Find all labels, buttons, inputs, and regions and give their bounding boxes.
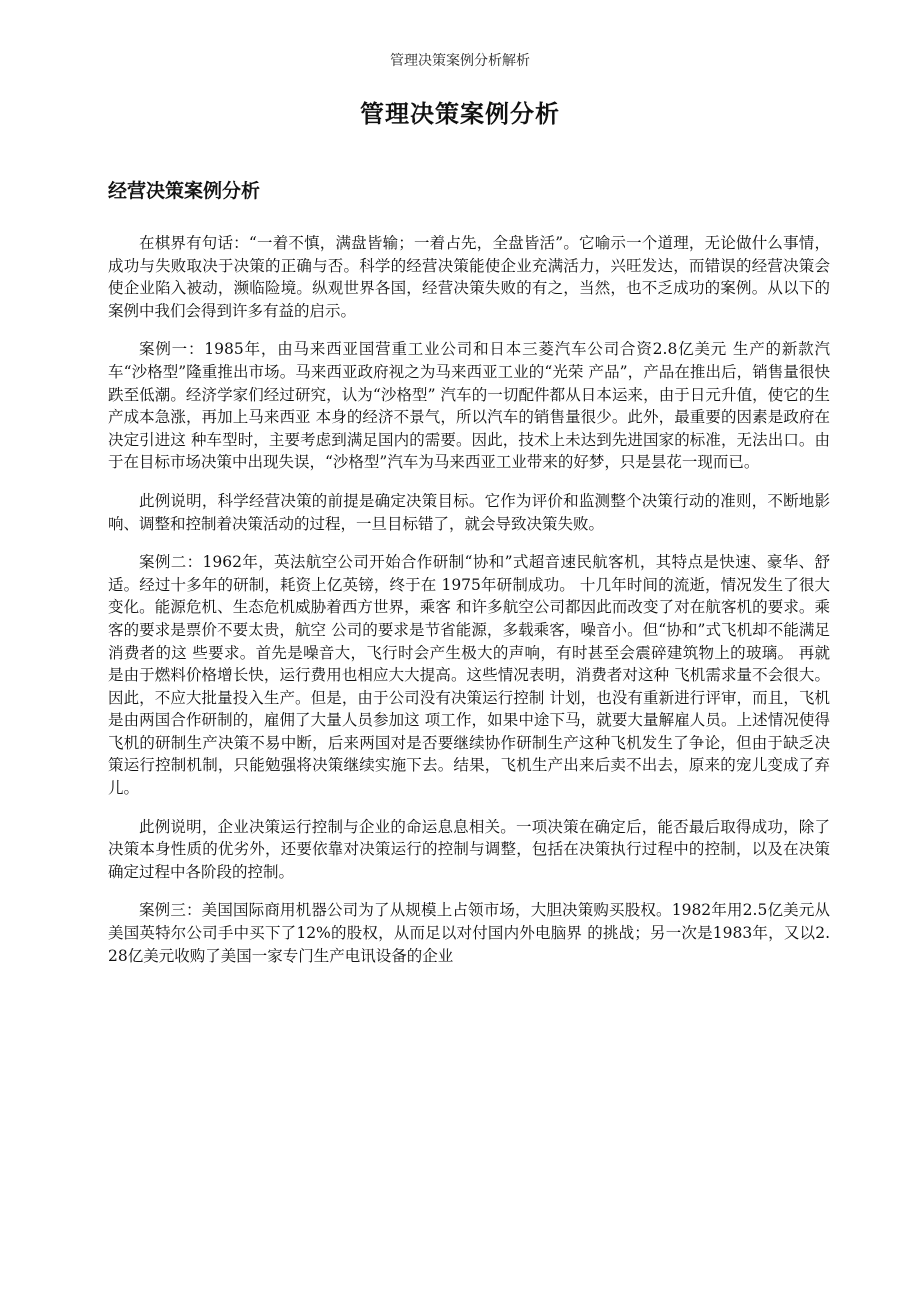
running-header: 管理决策案例分析解析 (390, 53, 530, 69)
case-two-paragraph: 案例二：1962年，英法航空公司开始合作研制“协和”式超音速民航客机，其特点是快速、豪华、舒适。经过十多年的研制，耗资上亿英镑，终于在 1975年研制成功。 十几年时间的流逝，情况发生了很大变化。能源危机、生态危机威胁着西方世界，乘客 和许多航空公司都因此而改变了对在航客机的要求。乘客的要求是票价不要太贵，航空 公司的要求是节省能源，多载乘客，噪音小。但“协和”式飞机却不能满足消费者的这 些要求。首先是噪音大，飞行时会产生极大的声响，有时甚至会震碎建筑物上的玻璃。 再就是由于燃料价格增长快，运行费用也相应大大提高。这些情况表明，消费者对这种 飞机需求量不会很大。因此，不应大批量投入生产。但是，由于公司没有决策运行控制 计划，也没有重新进行评审，而且，飞机是由两国合作研制的，雇佣了大量人员参加这 项工作，如果中途下马，就要大量解雇人员。上述情况使得飞机的研制生产决策不易中断，后来两国对是否要继续协作研制生产这种飞机发生了争论，但由于缺乏决策运行控制机制，只能勉强将决策继续实施下去。结果，飞机生产出来后卖不出去，原来的宠儿变成了弃儿。 (108, 553, 830, 798)
case-one-analysis-paragraph: 此例说明，科学经营决策的前提是确定决策目标。它作为评价和监测整个决策行动的准则，不断地影响、调整和控制着决策活动的过程，一旦目标错了，就会导致决策失败。 (108, 491, 830, 533)
document-title: 管理决策案例分析 (360, 100, 560, 128)
intro-paragraph: 在棋界有句话：“一着不慎，满盘皆输；一着占先，全盘皆活”。它喻示一个道理，无论做什么事情，成功与失败取决于决策的正确与否。科学的经营决策能使企业充满活力，兴旺发达，而错误的经营决策会使企业陷入被动，濒临险境。纵观世界各国，经营决策失败的有之，当然，也不乏成功的案例。从以下的案例中我们会得到许多有益的启示。 (108, 234, 830, 320)
body-text (108, 232, 830, 983)
case-three-paragraph: 案例三：美国国际商用机器公司为了从规模上占领市场，大胆决策购买股权。1982年用2.5亿美元从美国英特尔公司手中买下了12%的股权，从而足以对付国内外电脑界 的挑战；另一次是1983年，又以2.28亿美元收购了美国一家专门生产电讯设备的企业 (108, 901, 830, 965)
section-heading: 经营决策案例分析 (108, 180, 261, 202)
case-one-paragraph: 案例一：1985年，由马来西亚国营重工业公司和日本三菱汽车公司合资2.8亿美元 生产的新款汽车“沙格型”隆重推出市场。马来西亚政府视之为马来西亚工业的“光荣 产品”，产品在推出后，销售量很快跌至低潮。经济学家们经过研究，认为“沙格型” 汽车的一切配件都从日本运来，由于日元升值，使它的生产成本急涨，再加上马来西亚 本身的经济不景气，所以汽车的销售量很少。此外，最重要的因素是政府在决定引进这 种车型时，主要考虑到满足国内的需要。因此，技术上未达到先进国家的标准，无法出口。由于在目标市场决策中出现失误，“沙格型”汽车为马来西亚工业带来的好梦，只是昙花一现而已。 (108, 340, 830, 472)
case-two-analysis-paragraph: 此例说明，企业决策运行控制与企业的命运息息相关。一项决策在确定后，能否最后取得成功，除了决策本身性质的优劣外，还要依靠对决策运行的控制与调整，包括在决策执行过程中的控制，以及在决策确定过程中各阶段的控制。 (108, 817, 830, 881)
